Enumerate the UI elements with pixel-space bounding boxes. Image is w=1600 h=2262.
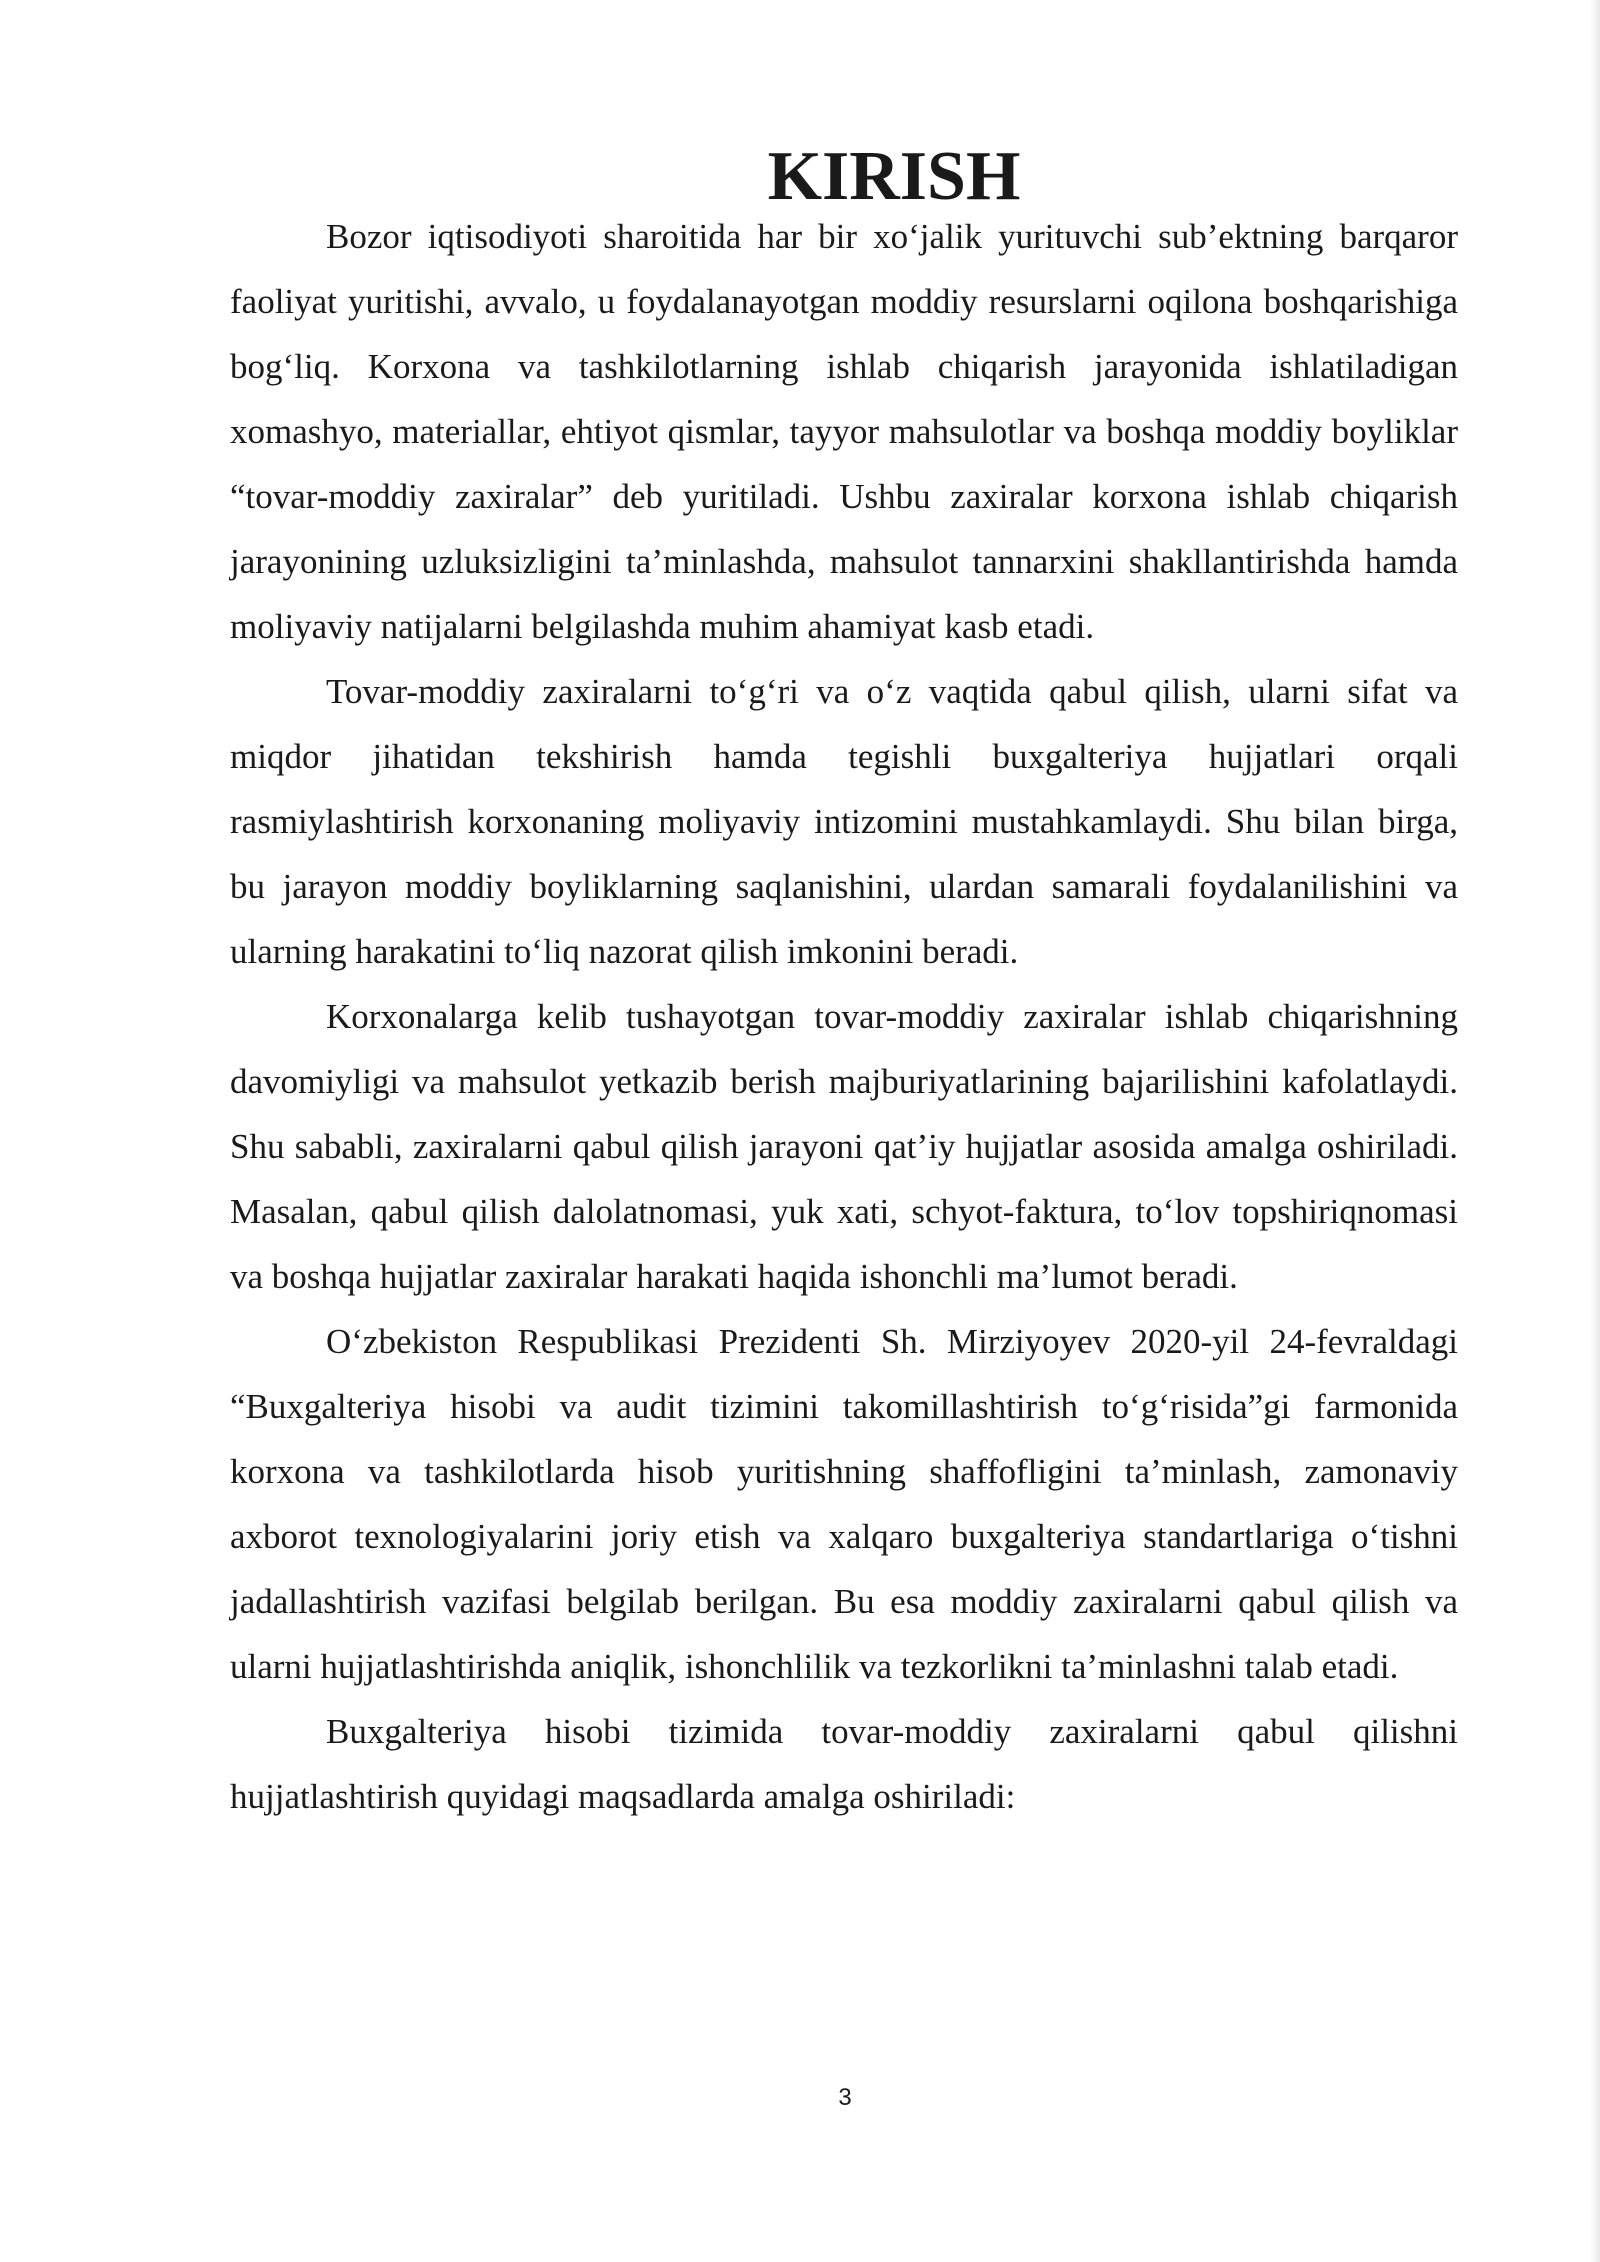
section-title: KIRISH	[767, 138, 1021, 215]
paragraph-2: Tovar-moddiy zaxiralarni to‘g‘ri va o‘z vaqtida qabul qilish, ularni sifat va miqdor jihatidan tekshirish hamda tegishli buxgalteriya hujjatlari orqali rasmiylashtirish korxonaning moliyaviy intizomini mustahkamlaydi. Shu bilan birga, bu jarayon moddiy boyliklarning saqlanishini, ulardan samarali foydalanilishini va ularning harakatini to‘liq nazorat qilish imkonini beradi.	[230, 672, 1458, 971]
page-edge-shadow	[1590, 0, 1600, 2262]
page-number: 3	[838, 2084, 852, 2111]
paragraph-3: Korxonalarga kelib tushayotgan tovar-moddiy zaxiralar ishlab chiqarishning davomiyligi va mahsulot yetkazib berish majburiyatlarining bajarilishini kafolatlaydi. Shu sababli, zaxiralarni qabul qilish jarayoni qat’iy hujjatlar asosida amalga oshiriladi. Masalan, qabul qilish dalolatnomasi, yuk xati, schyot-faktura, to‘lov topshiriqnomasi va boshqa hujjatlar zaxiralar harakati haqida ishonchli ma’lumot beradi.	[230, 997, 1458, 1296]
paragraph-5: Buxgalteriya hisobi tizimida tovar-moddiy zaxiralarni qabul qilishni hujjatlashtirish quyidagi maqsadlarda amalga oshiriladi:	[230, 1712, 1458, 1816]
paragraph-4: O‘zbekiston Respublikasi Prezidenti Sh. Mirziyoyev 2020-yil 24-fevraldagi “Buxgalteriya hisobi va audit tizimini takomillashtirish to‘g‘risida”gi farmonida korxona va tashkilotlarda hisob yuritishning shaffofligini ta’minlash, zamonaviy axborot texnologiyalarini joriy etish va xalqaro buxgalteriya standartlariga o‘tishni jadallashtirish vazifasi belgilab berilgan. Bu esa moddiy zaxiralarni qabul qilish va ularni hujjatlashtirishda aniqlik, ishonchlilik va tezkorlikni ta’minlashni talab etadi.	[230, 1322, 1458, 1686]
document-body	[230, 138, 1458, 1829]
paragraph-1: Bozor iqtisodiyoti sharoitida har bir xo‘jalik yurituvchi sub’ektning barqaror faoliyat yuritishi, avvalo, u foydalanayotgan moddiy resurslarni oqilona boshqarishiga bog‘liq. Korxona va tashkilotlarning ishlab chiqarish jarayonida ishlatiladigan xomashyo, materiallar, ehtiyot qismlar, tayyor mahsulotlar va boshqa moddiy boyliklar “tovar-moddiy zaxiralar” deb yuritiladi. Ushbu zaxiralar korxona ishlab chiqarish jarayonining uzluksizligini ta’minlashda, mahsulot tannarxini shakllantirishda hamda moliyaviy natijalarni belgilashda muhim ahamiyat kasb etadi.	[230, 217, 1458, 646]
